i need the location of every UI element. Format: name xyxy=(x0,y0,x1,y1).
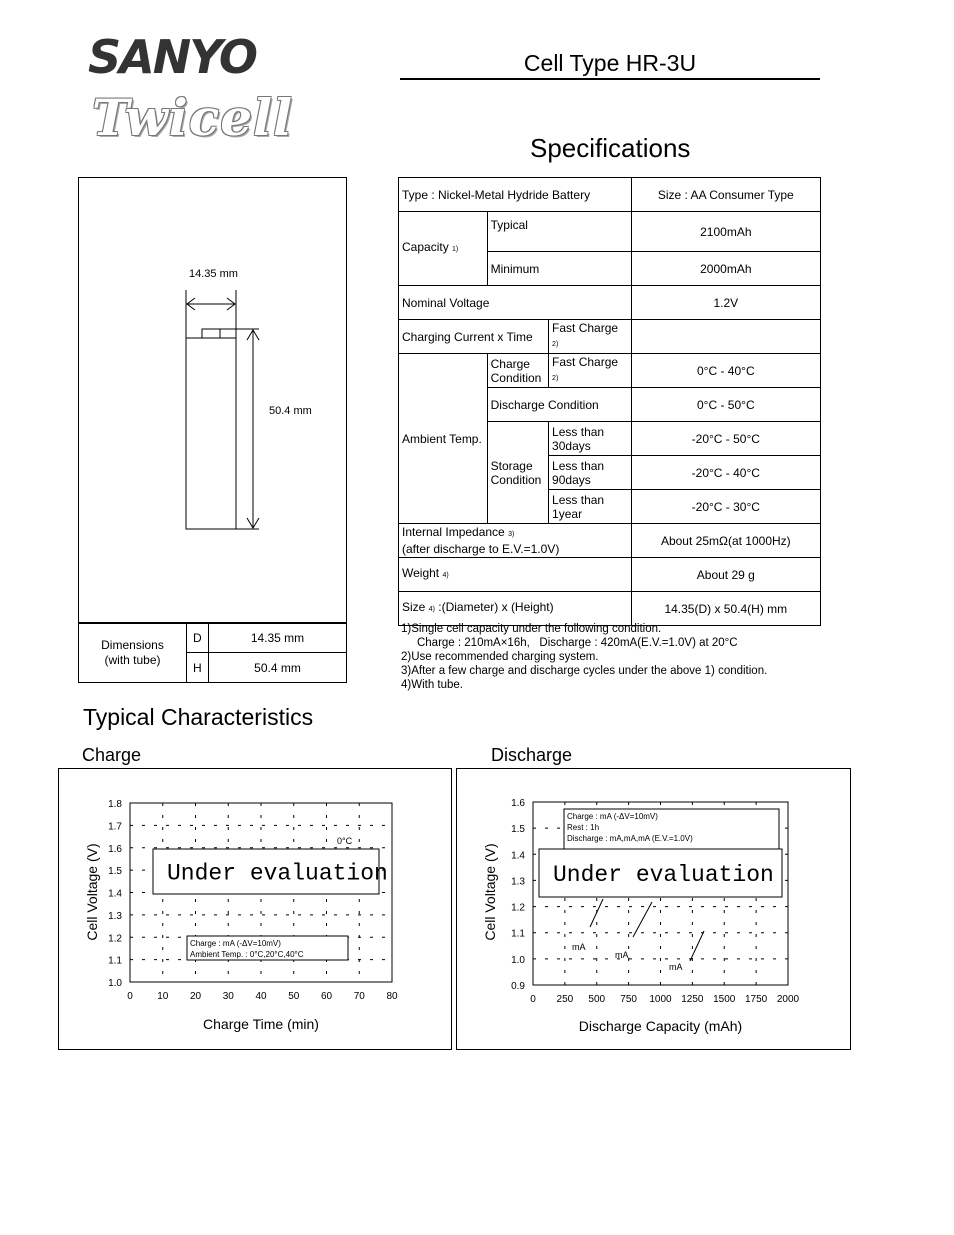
legend-entry: Charge : mA (-ΔV=10mV) xyxy=(567,812,658,821)
battery-terminal xyxy=(202,329,220,338)
y-tick-label: 1.6 xyxy=(511,798,525,809)
table-row xyxy=(399,354,821,388)
storage-30-label: Less than 30days xyxy=(549,422,632,456)
table-row xyxy=(399,524,821,558)
storage-1y-value: -20°C - 30°C xyxy=(631,490,820,524)
under-evaluation-label: Under evaluation xyxy=(553,862,774,888)
discharge-heading: Discharge xyxy=(491,745,573,765)
storage-30-value: -20°C - 50°C xyxy=(631,422,820,456)
dimensions-label: Dimensions (with tube) xyxy=(79,623,187,683)
chart-annotation: mA xyxy=(669,962,683,972)
spec-table xyxy=(398,177,821,626)
x-tick-label: 20 xyxy=(189,991,202,1002)
y-tick-label: 1.5 xyxy=(108,866,122,878)
y-tick-label: 1.1 xyxy=(108,955,122,967)
y-tick-label: 1.3 xyxy=(511,876,525,888)
note-line: 1)Single cell capacity under the following condition. xyxy=(401,623,662,635)
fast-charge-label-2: Fast Charge 2) xyxy=(549,354,632,388)
legend-entry: Ambient Temp. : 0°C,20°C,40°C xyxy=(190,950,304,959)
title-rule xyxy=(400,78,820,80)
charge-heading: Charge xyxy=(82,745,142,765)
x-tick-label: 1000 xyxy=(649,994,672,1005)
battery-drawing xyxy=(79,178,346,623)
y-tick-label: 1.0 xyxy=(108,978,122,989)
impedance-value: About 25mΩ(at 1000Hz) xyxy=(631,524,820,558)
height-label: 50.4 mm xyxy=(269,405,312,417)
chart-annotation: mA xyxy=(572,942,586,952)
x-tick-label: 50 xyxy=(288,991,300,1002)
table-row xyxy=(399,286,821,320)
x-tick-label: 750 xyxy=(620,994,637,1005)
legend-entry: Discharge : mA,mA,mA (E.V.=1.0V) xyxy=(567,834,693,843)
table-row xyxy=(79,623,347,653)
y-tick-label: 1.6 xyxy=(108,843,122,855)
y-tick-label: 1.4 xyxy=(511,850,525,862)
h-label: H xyxy=(187,653,209,683)
impedance-label: Internal Impedance 3) (after discharge to E.V.=1.0V) xyxy=(399,524,632,558)
y-tick-label: 1.5 xyxy=(511,824,525,836)
curve-marker xyxy=(633,902,652,937)
y-axis-label: Cell Voltage (V) xyxy=(84,843,100,941)
x-tick-label: 60 xyxy=(320,991,333,1002)
ambient-label: Ambient Temp. xyxy=(399,354,488,524)
y-tick-label: 1.3 xyxy=(108,910,122,922)
dimension-table xyxy=(78,622,347,683)
table-row xyxy=(399,178,821,212)
x-tick-label: 80 xyxy=(386,991,398,1002)
y-tick-label: 1.0 xyxy=(511,954,525,966)
legend-entry: Charge : mA (-ΔV=10mV) xyxy=(190,939,281,948)
x-tick-label: 1750 xyxy=(745,994,768,1005)
size-type-cell: Size : AA Consumer Type xyxy=(631,178,820,212)
nominal-voltage-label: Nominal Voltage xyxy=(399,286,632,320)
y-tick-label: 1.7 xyxy=(108,821,122,833)
y-tick-label: 1.8 xyxy=(108,799,122,810)
capacity-label: Capacity 1) xyxy=(399,212,488,286)
x-tick-label: 1250 xyxy=(681,994,704,1005)
x-tick-label: 70 xyxy=(353,991,365,1002)
chart-annotation: mA xyxy=(615,950,629,960)
y-tick-label: 1.4 xyxy=(108,888,122,900)
x-tick-label: 30 xyxy=(222,991,234,1002)
spec-notes xyxy=(401,622,767,692)
x-tick-label: 500 xyxy=(588,994,606,1005)
note-line: 3)After a few charge and discharge cycles under the above 1) condition. xyxy=(401,665,768,677)
twicell-logo: Twicell xyxy=(92,88,293,147)
type-cell: Type : Nickel-Metal Hydride Battery xyxy=(399,178,632,212)
y-tick-label: 0.9 xyxy=(511,981,525,992)
chart-annotation: 0°C xyxy=(337,836,353,846)
battery-body xyxy=(186,338,236,529)
fast-charge-label: Fast Charge 2) xyxy=(549,320,632,354)
note-line: 4)With tube. xyxy=(401,679,463,691)
storage-90-label: Less than 90days xyxy=(549,456,632,490)
discharge-condition-label: Discharge Condition xyxy=(487,388,631,422)
x-tick-label: 10 xyxy=(157,991,169,1002)
under-evaluation-label: Under evaluation xyxy=(167,860,388,887)
nominal-voltage-value: 1.2V xyxy=(631,286,820,320)
discharge-chart xyxy=(457,769,850,1049)
weight-label: Weight 4) xyxy=(399,558,632,592)
typical-label: Typical xyxy=(487,212,631,252)
width-label: 14.35 mm xyxy=(189,268,238,280)
dimension-drawing-box xyxy=(78,177,347,624)
storage-1y-label: Less than 1year xyxy=(549,490,632,524)
charge-condition-value: 0°C - 40°C xyxy=(631,354,820,388)
charge-chart-box xyxy=(58,768,452,1050)
typical-value: 2100mAh xyxy=(631,212,820,252)
discharge-condition-value: 0°C - 50°C xyxy=(631,388,820,422)
note-line: Charge : 210mA×16h, Discharge : 420mA(E.V.=1.0V) at 20°C xyxy=(401,637,738,649)
table-row xyxy=(399,558,821,592)
charge-chart xyxy=(59,769,451,1049)
d-value: 14.35 mm xyxy=(209,623,347,653)
weight-value: About 29 g xyxy=(631,558,820,592)
x-axis-label: Charge Time (min) xyxy=(203,1016,319,1032)
sanyo-logo: SANYO xyxy=(88,30,257,84)
specifications-title: Specifications xyxy=(530,133,691,163)
x-tick-label: 1500 xyxy=(713,994,736,1005)
typical-characteristics-title: Typical Characteristics xyxy=(83,704,314,730)
x-tick-label: 40 xyxy=(255,991,267,1002)
table-row xyxy=(399,320,821,354)
minimum-value: 2000mAh xyxy=(631,252,820,286)
y-tick-label: 1.2 xyxy=(511,902,525,914)
table-row xyxy=(399,212,821,252)
legend-entry: Rest : 1h xyxy=(567,823,600,832)
y-tick-label: 1.2 xyxy=(108,933,122,945)
minimum-label: Minimum xyxy=(487,252,631,286)
storage-condition-label: Storage Condition xyxy=(487,422,548,524)
table-row xyxy=(399,592,821,626)
cell-type-title: Cell Type HR-3U xyxy=(523,50,697,76)
charging-label: Charging Current x Time xyxy=(399,320,549,354)
size-value: 14.35(D) x 50.4(H) mm xyxy=(631,592,820,626)
fast-charge-value xyxy=(631,320,820,354)
x-tick-label: 0 xyxy=(530,994,536,1005)
d-label: D xyxy=(187,623,209,653)
size-label: Size 4) :(Diameter) x (Height) xyxy=(399,592,632,626)
x-tick-label: 0 xyxy=(127,991,133,1002)
note-line: 2)Use recommended charging system. xyxy=(401,651,599,663)
y-tick-label: 1.1 xyxy=(511,928,525,940)
y-axis-label: Cell Voltage (V) xyxy=(482,843,498,941)
discharge-chart-box xyxy=(456,768,851,1050)
x-tick-label: 2000 xyxy=(776,994,800,1005)
x-tick-label: 250 xyxy=(556,994,574,1005)
h-value: 50.4 mm xyxy=(209,653,347,683)
x-axis-label: Discharge Capacity (mAh) xyxy=(578,1018,743,1034)
charge-condition-label: Charge Condition xyxy=(487,354,548,388)
storage-90-value: -20°C - 40°C xyxy=(631,456,820,490)
